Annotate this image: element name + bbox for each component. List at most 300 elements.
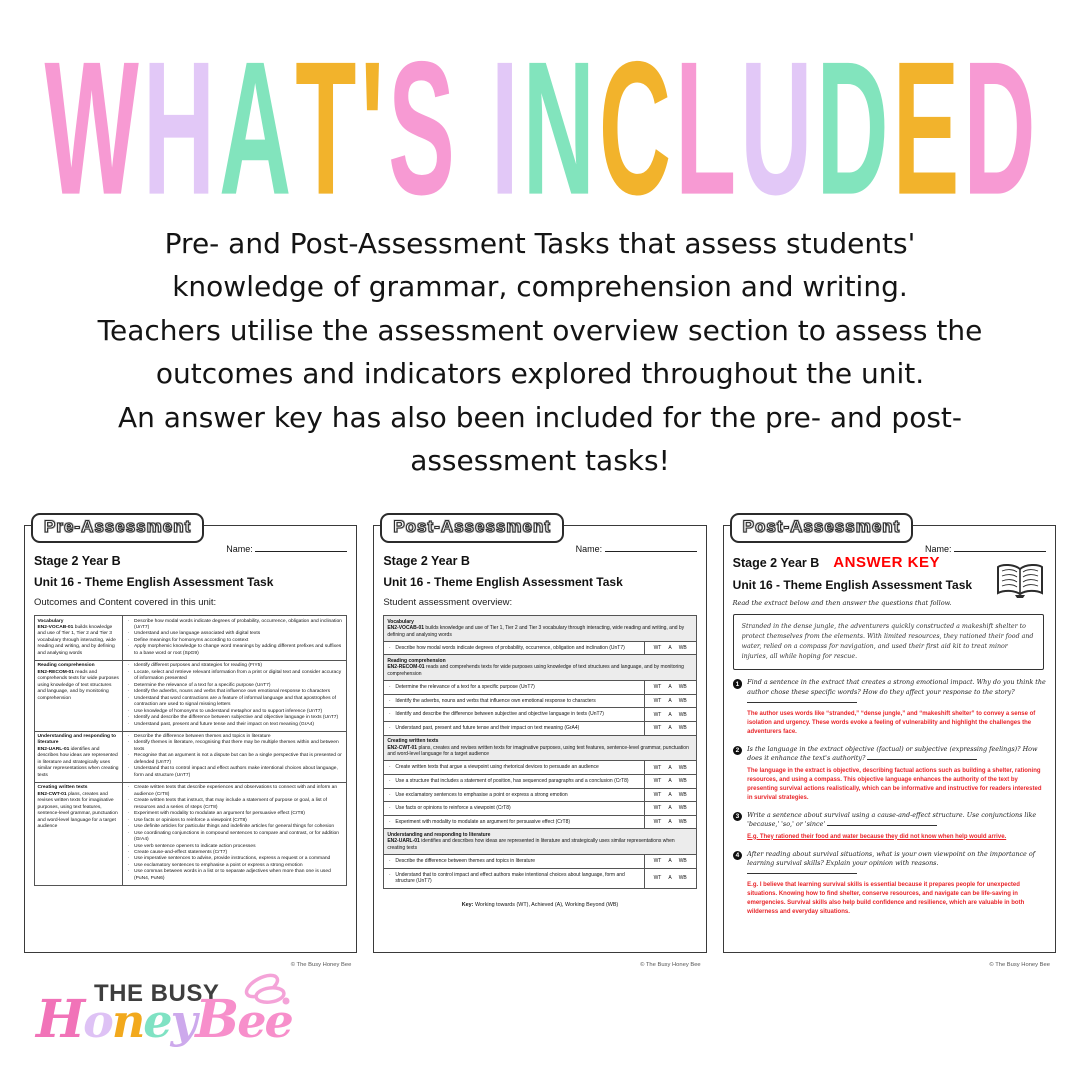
question-block — [733, 811, 1046, 842]
bullet-text: Use commas between words in a list or to separate adjectives when more than one is used (PuN4, PuN6) — [134, 869, 331, 881]
item-text: Describe how modal words indicate degrees of probability, occurrence, obligation and inclination (UnT7) — [395, 644, 625, 651]
item-text: Understand that to control impact and effect authors make intentional choices about language, form and structure (UnT7) — [395, 871, 625, 885]
title-letter: D — [963, 22, 1036, 236]
outcome-desc-text: reads and comprehends texts for wide purposes using knowledge of text structures and language, and by monitoring comprehension — [37, 669, 119, 701]
section-desc — [387, 625, 692, 638]
bullet-marker: · — [127, 734, 130, 739]
bullet-text: Understand and use language associated with digital texts — [134, 631, 261, 637]
item-bullet — [387, 764, 640, 771]
intro-line: assessment tasks! — [410, 443, 670, 477]
bullet-text: Recognise that an argument is not a dispute but can be a single perspective that is presented or defended (UnT7) — [134, 753, 342, 765]
bullet-marker: · — [388, 764, 391, 771]
assessment-item — [384, 681, 643, 694]
item-bullet — [387, 711, 640, 718]
bullet-text: Understand past, present and future tense and their impact on text meaning (GrA4) — [134, 721, 314, 727]
grade-wt: WT — [653, 791, 662, 798]
logo-letter: o — [83, 994, 112, 1048]
item-text: Identify the adverbs, nouns and verbs that influence own emotional response to characters — [395, 697, 596, 704]
answer-blank-line — [867, 755, 977, 760]
instruction-text: Read the extract below and then answer the questions that follow. — [732, 599, 952, 607]
question-text — [747, 850, 1046, 878]
section-code: EN2-UARL-01 — [387, 838, 420, 845]
title-letter: U — [740, 22, 813, 236]
grade-cell — [644, 869, 696, 888]
assessment-item — [384, 708, 643, 721]
name-blank-line — [954, 542, 1046, 552]
section-code: EN2-CWT-01 — [387, 744, 418, 751]
name-label: Name: — [226, 544, 253, 554]
answer-key-paper — [723, 525, 1056, 953]
question-text-content: Find a sentence in the extract that creates a strong emotional impact. Why do you think the author chose these specific words? How do they affect your response to the story? — [747, 678, 1046, 696]
section-code: EN2-RECOM-01 — [387, 664, 425, 671]
outcome-row — [35, 782, 346, 885]
item-text: Experiment with modality to modulate an argument for persuasive effect (CrT8) — [395, 818, 571, 825]
content-cell — [123, 732, 346, 782]
title-letter: W — [44, 22, 139, 236]
busy-honey-bee-logo — [30, 972, 340, 1076]
bullet-text: Create cause-and-effect statements (CrT7) — [134, 849, 228, 855]
stage-heading: Stage 2 Year B — [732, 556, 820, 570]
section-header — [384, 654, 695, 680]
logo-letter: n — [111, 994, 144, 1048]
assessment-overview-table — [383, 615, 696, 889]
document-previews — [24, 513, 1056, 969]
bullet-text: Locate, select and retrieve relevant information from a print or digital text and consider accuracy of information presented — [134, 669, 342, 682]
title-letter: N — [522, 22, 595, 236]
name-blank-line — [605, 542, 697, 552]
section-desc-text: builds knowledge and use of Tier 1, Tier 2 and Tier 3 vocabulary through interacting, wide reading and writing, and by defining and analysing words — [387, 625, 685, 638]
bullet-text: Identify themes in literature, recognising that there may be multiple themes within and between texts — [134, 740, 339, 752]
name-label: Name: — [924, 544, 952, 554]
unit-heading: Unit 16 - Theme English Assessment Task — [34, 575, 274, 589]
item-bullet — [387, 805, 640, 812]
question-text — [747, 811, 1046, 830]
assessment-item-row — [384, 721, 695, 735]
content-cell — [123, 616, 346, 660]
assessment-item-row — [384, 641, 695, 655]
content-bullet — [126, 619, 343, 632]
assessment-item-row — [384, 707, 695, 721]
answer-blank-line — [747, 869, 857, 874]
grade-wt: WT — [653, 684, 662, 691]
outcome-desc — [38, 625, 120, 657]
section-desc — [387, 664, 692, 677]
doc-subtitle: Outcomes and Content covered in this unit: — [34, 597, 217, 608]
assessment-item-row — [384, 815, 695, 829]
stage-heading: Stage 2 Year B — [383, 554, 470, 568]
outcome-desc — [38, 747, 120, 779]
grade-wt: WT — [653, 764, 662, 771]
item-text: Determine the relevance of a text for a specific purpose (UnT7) — [395, 684, 535, 691]
post-assessment-badge — [380, 513, 564, 543]
copyright: © The Busy Honey Bee — [640, 962, 701, 968]
assessment-item — [384, 695, 643, 708]
question-body — [747, 745, 1046, 803]
question-block — [733, 678, 1046, 736]
title — [0, 22, 1080, 236]
content-bullet — [126, 696, 343, 709]
answer-blank-line — [827, 821, 937, 826]
section-header — [384, 735, 695, 761]
bullet-marker: · — [127, 785, 130, 791]
assessment-item — [384, 855, 643, 868]
section-header — [384, 828, 695, 854]
grade-cell — [644, 761, 696, 774]
badge-label: Post-Assessment — [742, 517, 901, 536]
question-block — [733, 745, 1046, 803]
grade-cell — [644, 816, 696, 829]
grade-a: A — [668, 805, 672, 812]
grade-wb: WB — [678, 875, 687, 882]
bullet-marker: · — [388, 724, 391, 731]
answer-blank-line — [747, 698, 857, 703]
title-letter: E — [892, 22, 960, 236]
bullet-marker: · — [127, 708, 130, 714]
outcome-cell — [35, 783, 123, 885]
outcomes-table — [34, 615, 347, 886]
item-bullet — [387, 819, 640, 826]
assessment-item-row — [384, 680, 695, 694]
assessment-item — [384, 722, 643, 735]
item-text: Use facts or opinions to reinforce a viewpoint (CrT8) — [395, 805, 511, 812]
grade-cell — [644, 708, 696, 721]
intro-paragraph — [0, 222, 1080, 482]
bullet-marker: · — [127, 637, 130, 643]
bullet-marker: · — [127, 689, 130, 695]
grade-a: A — [668, 858, 672, 865]
intro-line: An answer key has also been included for the pre- and post- — [118, 400, 962, 434]
content-bullet — [126, 740, 343, 753]
bullet-text: Create written texts that describe experiences and observations to connect with and inform an audience (CrT8) — [134, 785, 338, 797]
bullet-marker: · — [388, 791, 391, 798]
stage-heading: Stage 2 Year B — [34, 554, 121, 568]
grade-wt: WT — [653, 711, 662, 718]
item-bullet — [387, 725, 640, 732]
outcome-title: Reading comprehension — [37, 663, 95, 669]
assessment-item — [384, 775, 643, 788]
question-number: 1 — [733, 679, 743, 689]
intro-line: Pre- and Post-Assessment Tasks that assess students' — [164, 227, 916, 260]
grade-wb: WB — [678, 698, 687, 705]
grading-key — [383, 902, 696, 908]
bullet-marker: · — [127, 682, 130, 688]
item-bullet — [387, 645, 640, 652]
bullet-marker: · — [127, 869, 130, 875]
bullet-marker: · — [127, 740, 130, 746]
title-letter: L — [675, 22, 737, 236]
title-letter: T — [295, 22, 357, 236]
badge-label: Post-Assessment — [393, 517, 551, 536]
assessment-item-row — [384, 801, 695, 815]
outcome-row — [35, 731, 346, 782]
intro-line: knowledge of grammar, comprehension and writing. — [172, 270, 908, 304]
question-text — [747, 678, 1046, 706]
content-bullet — [126, 722, 343, 728]
intro-line: Teachers utilise the assessment overview section to assess the — [97, 313, 983, 347]
bullet-marker: · — [127, 849, 130, 855]
bullet-text: Use knowledge of homonyms to understand metaphor and to support inference (UnT7) — [134, 708, 323, 714]
outcome-row — [35, 660, 346, 731]
outcome-desc — [38, 792, 120, 831]
outcome-cell — [35, 616, 123, 660]
bullet-marker: · — [388, 697, 391, 704]
title-letter: ' — [360, 22, 385, 236]
bullet-marker: · — [127, 766, 130, 772]
bullet-marker: · — [127, 644, 130, 650]
bullet-text: Understand that to control impact and effect authors make intentional choices about language, form and structure (UnT7) — [134, 766, 338, 778]
title-letter: D — [816, 22, 889, 236]
question-body — [747, 678, 1046, 736]
section-title: Vocabulary — [387, 618, 414, 625]
grade-wb: WB — [678, 764, 687, 771]
name-row — [226, 542, 347, 554]
item-bullet — [387, 698, 640, 705]
pre-assessment-paper — [24, 525, 357, 953]
outcome-title: Creating written texts — [37, 785, 88, 791]
bullet-marker: · — [127, 856, 130, 862]
grade-a: A — [668, 778, 672, 785]
assessment-item-row — [384, 868, 695, 888]
item-text: Use a structure that includes a statement of position, has sequenced paragraphs and a conclusion (CrT8) — [395, 777, 629, 784]
assessment-item-row — [384, 694, 695, 708]
assessment-item-row — [384, 760, 695, 774]
outcome-code: EN2-VOCAB-01 — [37, 624, 74, 630]
assessment-item — [384, 789, 643, 802]
bullet-marker: · — [127, 715, 130, 721]
grade-a: A — [668, 684, 672, 691]
grade-wt: WT — [653, 805, 662, 812]
grade-wb: WB — [678, 711, 687, 718]
bullet-text: Create written texts that instruct, that may include a statement of purpose or goal, a list of resources and a series of steps (CrT8) — [134, 798, 328, 810]
name-blank-line — [255, 542, 347, 552]
bullet-marker: · — [127, 695, 130, 701]
bullet-marker: · — [127, 753, 130, 759]
section-desc-text: reads and comprehends texts for wide purposes using knowledge of text structures and language, and by monitoring comprehension — [387, 664, 684, 678]
title-letter: S — [388, 22, 455, 236]
bullet-marker: · — [127, 830, 130, 836]
grade-wt: WT — [653, 818, 662, 825]
bullet-text: Understand that word contractions are a feature of informal language and that apostrophes of contraction are used to signal missing letters — [134, 695, 337, 708]
bullet-text: Identify and describe the difference between subjective and objective language in texts (UnT7) — [134, 715, 339, 721]
bullet-marker: · — [127, 669, 130, 675]
grade-cell — [644, 695, 696, 708]
item-text: Use exclamatory sentences to emphasise a point or express a strong emotion — [395, 791, 568, 798]
bullet-marker: · — [127, 631, 130, 637]
section-desc — [387, 838, 692, 851]
outcome-title: Vocabulary — [37, 618, 64, 624]
answer-key-doc — [723, 513, 1056, 969]
item-text: Identify and describe the difference between subjective and objective language in texts (UnT7) — [395, 711, 604, 718]
grade-wt: WT — [653, 725, 662, 732]
section-code: EN2-VOCAB-01 — [387, 625, 425, 632]
open-book-icon — [995, 562, 1045, 605]
logo-letter: e — [264, 994, 292, 1048]
question-body — [747, 850, 1046, 917]
outcome-desc-text: identifies and describes how ideas are represented in literature and strategically uses similar representations when creating texts — [37, 746, 119, 778]
copyright: © The Busy Honey Bee — [290, 962, 352, 968]
section-desc — [387, 745, 692, 758]
question-text-content: Is the language in the extract objective (factual) or subjective (expressing feelings)? How does it enhance the text's authority? — [747, 744, 1038, 763]
grade-wt: WT — [653, 875, 662, 882]
content-bullet — [126, 766, 343, 779]
content-cell — [123, 783, 346, 885]
question-number: 3 — [733, 812, 743, 822]
grade-a: A — [668, 645, 672, 652]
grade-a: A — [668, 875, 672, 882]
content-bullet — [126, 670, 343, 683]
name-label: Name: — [575, 544, 603, 554]
questions-list — [733, 678, 1046, 917]
outcome-row — [35, 616, 346, 660]
content-cell — [123, 661, 346, 731]
logo-letter: B — [195, 989, 238, 1050]
question-text-content: After reading about survival situations, what is your own viewpoint on the importance of learning survival skills? Explain your opinion with reasons. — [747, 849, 1036, 867]
bullet-marker: · — [388, 684, 391, 691]
grade-wb: WB — [678, 778, 687, 785]
post-assessment-badge — [730, 513, 914, 543]
intro-line: outcomes and indicators explored throughout the unit. — [155, 357, 925, 391]
grade-wb: WB — [678, 725, 687, 732]
title-letter: A — [219, 22, 292, 236]
grade-cell — [644, 855, 696, 868]
grade-wb: WB — [678, 858, 687, 865]
outcome-title: Understanding and responding to literature — [37, 734, 117, 746]
grade-wb: WB — [678, 818, 687, 825]
grade-cell — [644, 775, 696, 788]
bullet-text: Identify the adverbs, nouns and verbs that influence own emotional response to characters — [134, 689, 331, 695]
logo-letter: y — [170, 994, 196, 1048]
bullet-marker: · — [388, 871, 391, 878]
grade-wt: WT — [653, 645, 662, 652]
badge-label: Pre-Assessment — [44, 517, 192, 536]
grade-wb: WB — [678, 791, 687, 798]
bullet-text: Use facts or opinions to reinforce a viewpoint (CrT8) — [134, 817, 247, 823]
content-bullet — [126, 798, 343, 811]
bullet-text: Define meanings for homonyms according to context — [134, 637, 249, 643]
section-desc-text: plans, creates and revises written texts for imaginative purposes, using text features, sentence-level grammar, punctuation and word-level language for a target audience — [387, 744, 689, 758]
answer-text: E.g. They rationed their food and water because they did not know when help would arrive. — [747, 833, 1007, 840]
grade-wb: WB — [678, 645, 687, 652]
grade-cell — [644, 722, 696, 735]
assessment-item-row — [384, 774, 695, 788]
grade-a: A — [668, 791, 672, 798]
outcome-desc-text: plans, creates and revises written texts for imaginative purposes, using text features, sentence-level grammar, punctuation and word-level language for a target audience — [37, 791, 118, 830]
grade-a: A — [668, 711, 672, 718]
pre-assessment-badge — [31, 513, 204, 543]
outcome-cell — [35, 732, 123, 782]
bullet-marker: · — [127, 824, 130, 830]
item-bullet — [387, 684, 640, 691]
assessment-item — [384, 802, 643, 815]
title-letter: H — [142, 22, 216, 236]
content-bullet — [126, 753, 343, 766]
bullet-text: Describe the difference between themes and topics in literature — [134, 734, 271, 739]
grade-cell — [644, 642, 696, 655]
bullet-text: Apply morphemic knowledge to change word meanings by adding different prefixes and suffixes to a base word or root (SpG9) — [134, 644, 342, 656]
content-bullet — [126, 831, 343, 844]
assessment-item — [384, 761, 643, 774]
assessment-item-row — [384, 854, 695, 868]
question-text — [747, 745, 1046, 764]
grade-wt: WT — [653, 778, 662, 785]
outcome-code: EN2-RECOM-01 — [37, 669, 74, 675]
logo-letter: e — [237, 994, 265, 1048]
bullet-marker: · — [388, 818, 391, 825]
bullet-marker: · — [127, 843, 130, 849]
question-number: 4 — [733, 851, 743, 861]
bullet-text: Use coordinating conjunctions in compound sentences to compare and contrast, or for addition (GrA4) — [134, 830, 339, 843]
question-block — [733, 850, 1046, 917]
bullet-text: Experiment with modality to modulate an argument for persuasive effect (CrT8) — [134, 811, 305, 817]
grade-a: A — [668, 818, 672, 825]
item-bullet — [387, 872, 640, 885]
answer-text: The author uses words like “stranded,” “dense jungle,” and “makeshift shelter” to convey a sense of isolation and urgency. These words evoke a feeling of vulnerability and highlight the challenges the adventurers face. — [747, 710, 1036, 735]
name-row — [576, 542, 697, 554]
title-letter: I — [490, 22, 519, 236]
grade-wb: WB — [678, 805, 687, 812]
bullet-text: Determine the relevance of a text for a specific purpose (UnT7) — [134, 682, 271, 688]
bullet-marker: · — [127, 811, 130, 817]
unit-heading: Unit 16 - Theme English Assessment Task — [732, 578, 973, 592]
item-bullet — [387, 858, 640, 865]
question-body — [747, 811, 1046, 842]
grading-key-text: Working towards (WT), Achieved (A), Working Beyond (WB) — [474, 901, 619, 908]
outcome-desc-text: builds knowledge and use of Tier 1, Tier 2 and Tier 3 vocabulary through interacting, wide reading and writing, and by defining and analysing words — [37, 624, 116, 656]
bullet-text: Describe how modal words indicate degrees of probability, occurrence, obligation and inclination (UnT7) — [134, 618, 342, 630]
section-desc-text: identifies and describes how ideas are represented in literature and strategically uses similar representations when creating texts — [387, 838, 675, 851]
doc-subtitle: Student assessment overview: — [383, 597, 513, 608]
post-assessment-doc — [373, 513, 706, 969]
item-text: Create written texts that argue a viewpoint using rhetorical devices to persuade an audience — [395, 764, 599, 771]
grade-a: A — [668, 698, 672, 705]
grade-a: A — [668, 725, 672, 732]
item-bullet — [387, 778, 640, 785]
bullet-marker: · — [127, 817, 130, 823]
extract-box: Stranded in the dense jungle, the adventurers quickly constructed a makeshift shelter to protect themselves from the elements. With limited resources, they rationed their food and water, relied on a compass for navigation, and used their first aid kit to treat minor injuries, all while hoping for rescue. — [733, 614, 1044, 670]
title-letter: C — [598, 22, 672, 236]
grade-a: A — [668, 764, 672, 771]
bullet-marker: · — [127, 862, 130, 868]
section-title: Understanding and responding to literature — [387, 831, 491, 838]
question-number: 2 — [733, 746, 743, 756]
content-bullet — [126, 785, 343, 798]
grade-wt: WT — [653, 858, 662, 865]
assessment-item — [384, 642, 643, 655]
bullet-text: Use verb sentence openers to indicate action processes — [134, 843, 256, 849]
section-title: Creating written texts — [387, 738, 439, 745]
bullet-marker: · — [127, 663, 130, 669]
bullet-marker: · — [388, 777, 391, 784]
bullet-marker: · — [388, 805, 391, 812]
name-row — [925, 542, 1046, 554]
item-text: Understand past, present and future tense and their impact on text meaning (GrA4) — [395, 724, 580, 731]
answer-text: E.g. I believe that learning survival skills is essential because it prepares people for unexpected situations. Knowing how to find shelter, conserve resources, and navigate can be life-saving in emergencies. Survival skills also help build confidence and resilience, which are valuable in both wilderness and everyday situations. — [747, 881, 1025, 915]
copyright: © The Busy Honey Bee — [989, 962, 1050, 968]
pre-assessment-doc — [24, 513, 357, 969]
question-text-content: Write a sentence about survival using a cause-and-effect structure. Use conjunctions like 'because,' 'so,' or 'since' — [747, 810, 1037, 829]
item-text: Describe the difference between themes and topics in literature — [395, 858, 536, 865]
logo-letter: e — [143, 994, 171, 1048]
assessment-item — [384, 816, 643, 829]
bullet-text: Identify different purposes and strategies for reading (FIY5) — [134, 663, 262, 669]
grade-cell — [644, 789, 696, 802]
logo-top-text: THE BUSY — [94, 980, 220, 1007]
section-header — [384, 616, 695, 641]
outcome-desc — [38, 670, 120, 702]
assessment-item — [384, 869, 643, 888]
answer-text: The language in the extract is objective, describing factual actions such as building a shelter, rationing resources, and using a compass. This objective language enhances the authority of the text by presenting survival actions realistically, which can be informative and instructive for readers interested in survival strategies. — [747, 767, 1042, 801]
bullet-text: Use exclamatory sentences to emphasise a point or express a strong emotion — [134, 862, 303, 868]
